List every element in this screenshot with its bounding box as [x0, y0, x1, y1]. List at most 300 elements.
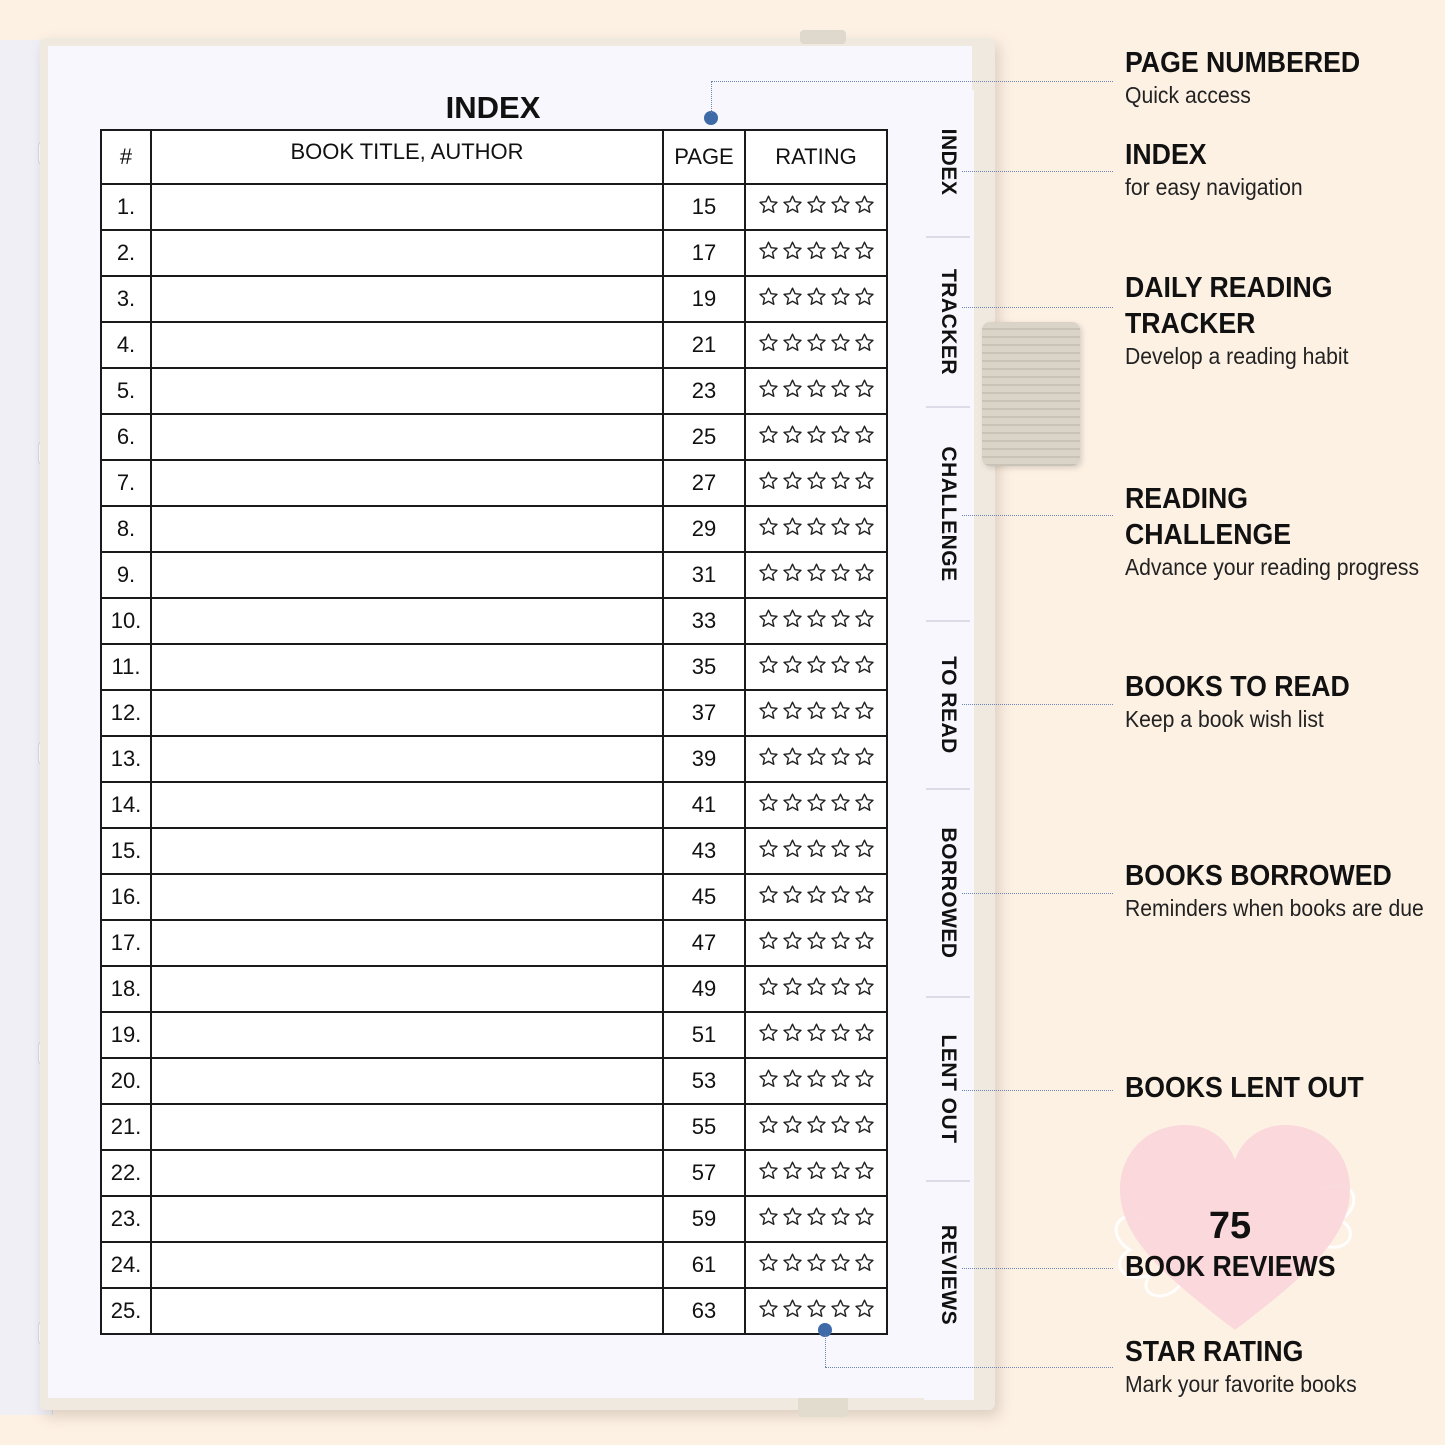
feature-title: STAR RATING: [1125, 1336, 1304, 1368]
star-outline-icon[interactable]: [830, 1114, 851, 1141]
star-outline-icon[interactable]: [854, 930, 875, 957]
table-row: [101, 782, 887, 828]
feature-tracker: [1125, 270, 1445, 370]
tab-label: BORROWED: [937, 827, 960, 959]
star-outline-icon[interactable]: [854, 608, 875, 635]
table-row: [101, 644, 887, 690]
star-outline-icon[interactable]: [830, 332, 851, 359]
feature-subtitle: Keep a book wish list: [1125, 706, 1324, 732]
page-number: 41: [663, 782, 745, 828]
star-outline-icon[interactable]: [758, 1298, 779, 1325]
star-outline-icon[interactable]: [854, 378, 875, 405]
star-outline-icon[interactable]: [854, 976, 875, 1003]
star-rating: [758, 930, 875, 957]
star-rating: [758, 240, 875, 267]
page-number: 43: [663, 828, 745, 874]
row-number: 2.: [101, 230, 151, 276]
star-outline-icon[interactable]: [782, 332, 803, 359]
rating-cell: [745, 184, 887, 230]
feature-to-read: [1125, 669, 1445, 733]
feature-subtitle: Quick access: [1125, 82, 1251, 108]
book-title-cell[interactable]: [151, 184, 663, 230]
star-outline-icon[interactable]: [806, 194, 827, 221]
star-outline-icon[interactable]: [854, 1022, 875, 1049]
index-table-body: [101, 184, 887, 1334]
star-rating: [758, 332, 875, 359]
star-outline-icon[interactable]: [830, 470, 851, 497]
star-outline-icon[interactable]: [782, 1114, 803, 1141]
page-number: 63: [663, 1288, 745, 1334]
star-outline-icon[interactable]: [758, 240, 779, 267]
tab-label: LENT OUT: [937, 1034, 960, 1144]
star-outline-icon[interactable]: [758, 1252, 779, 1279]
star-outline-icon[interactable]: [830, 240, 851, 267]
row-number: 22.: [101, 1150, 151, 1196]
star-outline-icon[interactable]: [806, 700, 827, 727]
callout-line: [825, 1335, 826, 1367]
star-outline-icon[interactable]: [758, 1022, 779, 1049]
star-outline-icon[interactable]: [782, 1298, 803, 1325]
table-row: [101, 1104, 887, 1150]
star-rating: [758, 1160, 875, 1187]
star-outline-icon[interactable]: [830, 746, 851, 773]
feature-title: BOOKS TO READ: [1125, 671, 1350, 703]
star-outline-icon[interactable]: [758, 286, 779, 313]
star-rating: [758, 424, 875, 451]
rating-cell: [745, 368, 887, 414]
page-number: 51: [663, 1012, 745, 1058]
rating-cell: [745, 1058, 887, 1104]
book-title-cell[interactable]: [151, 230, 663, 276]
star-outline-icon[interactable]: [830, 884, 851, 911]
tab-label: TO READ: [937, 656, 960, 754]
page-number: 27: [663, 460, 745, 506]
rating-cell: [745, 920, 887, 966]
star-rating: [758, 1298, 875, 1325]
book-title-cell[interactable]: [151, 1196, 663, 1242]
star-outline-icon[interactable]: [782, 378, 803, 405]
row-number: 6.: [101, 414, 151, 460]
star-outline-icon[interactable]: [830, 838, 851, 865]
star-outline-icon[interactable]: [758, 470, 779, 497]
star-outline-icon[interactable]: [782, 976, 803, 1003]
book-title-cell[interactable]: [151, 782, 663, 828]
rating-cell: [745, 874, 887, 920]
star-outline-icon[interactable]: [830, 700, 851, 727]
feature-subtitle: for easy navigation: [1125, 174, 1303, 200]
rating-cell: [745, 230, 887, 276]
tab-index[interactable]: [926, 90, 970, 234]
star-outline-icon[interactable]: [782, 608, 803, 635]
star-outline-icon[interactable]: [782, 746, 803, 773]
callout-line: [825, 1367, 1113, 1368]
star-outline-icon[interactable]: [830, 562, 851, 589]
row-number: 19.: [101, 1012, 151, 1058]
star-outline-icon[interactable]: [806, 792, 827, 819]
page-number: 39: [663, 736, 745, 782]
callout-line: [711, 81, 712, 113]
star-outline-icon[interactable]: [758, 792, 779, 819]
star-rating: [758, 470, 875, 497]
star-outline-icon[interactable]: [806, 746, 827, 773]
callout-line: [711, 81, 1113, 82]
star-outline-icon[interactable]: [830, 516, 851, 543]
star-outline-icon[interactable]: [758, 562, 779, 589]
tab-tracker[interactable]: [926, 236, 970, 406]
book-title-cell[interactable]: [151, 598, 663, 644]
row-number: 13.: [101, 736, 151, 782]
table-row: [101, 920, 887, 966]
column-header-title: BOOK TITLE, AUTHOR: [151, 130, 663, 184]
star-outline-icon[interactable]: [806, 1252, 827, 1279]
star-outline-icon[interactable]: [758, 332, 779, 359]
page-number: 23: [663, 368, 745, 414]
column-header-rating: RATING: [745, 130, 887, 184]
star-outline-icon[interactable]: [830, 424, 851, 451]
star-outline-icon[interactable]: [854, 1252, 875, 1279]
star-outline-icon[interactable]: [854, 516, 875, 543]
book-title-cell[interactable]: [151, 506, 663, 552]
star-outline-icon[interactable]: [830, 1206, 851, 1233]
star-outline-icon[interactable]: [806, 562, 827, 589]
star-rating: [758, 884, 875, 911]
table-row: [101, 414, 887, 460]
star-outline-icon[interactable]: [758, 930, 779, 957]
page-number: 35: [663, 644, 745, 690]
rating-cell: [745, 1150, 887, 1196]
star-outline-icon[interactable]: [782, 1068, 803, 1095]
book-title-cell[interactable]: [151, 276, 663, 322]
star-outline-icon[interactable]: [806, 1022, 827, 1049]
star-outline-icon[interactable]: [854, 240, 875, 267]
tab-reviews[interactable]: [926, 1180, 970, 1368]
rating-cell: [745, 598, 887, 644]
star-outline-icon[interactable]: [758, 1160, 779, 1187]
feature-challenge: [1125, 481, 1445, 581]
star-outline-icon[interactable]: [830, 286, 851, 313]
star-outline-icon[interactable]: [854, 470, 875, 497]
star-outline-icon[interactable]: [854, 1298, 875, 1325]
feature-reviews: [1125, 1249, 1445, 1285]
star-outline-icon[interactable]: [806, 838, 827, 865]
book-title-cell[interactable]: [151, 690, 663, 736]
table-row: [101, 828, 887, 874]
star-outline-icon[interactable]: [854, 700, 875, 727]
tab-label: TRACKER: [937, 268, 960, 376]
row-number: 24.: [101, 1242, 151, 1288]
star-outline-icon[interactable]: [830, 792, 851, 819]
table-row: [101, 966, 887, 1012]
star-outline-icon[interactable]: [758, 884, 779, 911]
page-number: 25: [663, 414, 745, 460]
column-header-page: PAGE: [663, 130, 745, 184]
table-row: [101, 1150, 887, 1196]
book-title-cell[interactable]: [151, 368, 663, 414]
star-outline-icon[interactable]: [806, 1114, 827, 1141]
page-number: 53: [663, 1058, 745, 1104]
book-title-cell[interactable]: [151, 552, 663, 598]
star-outline-icon[interactable]: [830, 1160, 851, 1187]
star-outline-icon[interactable]: [854, 1160, 875, 1187]
row-number: 9.: [101, 552, 151, 598]
row-number: 8.: [101, 506, 151, 552]
table-row: [101, 598, 887, 644]
rating-cell: [745, 1242, 887, 1288]
star-outline-icon[interactable]: [782, 1022, 803, 1049]
star-rating: [758, 838, 875, 865]
star-outline-icon[interactable]: [806, 424, 827, 451]
star-outline-icon[interactable]: [830, 930, 851, 957]
star-outline-icon[interactable]: [782, 286, 803, 313]
star-outline-icon[interactable]: [782, 516, 803, 543]
feature-page-numbered: [1125, 45, 1445, 109]
star-outline-icon[interactable]: [782, 424, 803, 451]
page-number: 19: [663, 276, 745, 322]
star-rating: [758, 1206, 875, 1233]
book-title-cell[interactable]: [151, 1012, 663, 1058]
feature-subtitle: Develop a reading habit: [1125, 343, 1349, 369]
rating-cell: [745, 506, 887, 552]
star-outline-icon[interactable]: [854, 194, 875, 221]
star-rating: [758, 562, 875, 589]
star-outline-icon[interactable]: [782, 654, 803, 681]
callout-line: [962, 704, 1113, 705]
tab-label: REVIEWS: [937, 1224, 960, 1326]
star-outline-icon[interactable]: [782, 884, 803, 911]
table-row: [101, 874, 887, 920]
star-outline-icon[interactable]: [830, 378, 851, 405]
column-header-number: #: [101, 130, 151, 184]
feature-subtitle: Advance your reading progress: [1125, 554, 1420, 580]
star-outline-icon[interactable]: [830, 976, 851, 1003]
feature-title: BOOKS BORROWED: [1125, 860, 1392, 892]
feature-title: PAGE NUMBERED: [1125, 47, 1361, 79]
table-row: [101, 736, 887, 782]
row-number: 3.: [101, 276, 151, 322]
table-row: [101, 460, 887, 506]
tab-challenge[interactable]: [926, 406, 970, 620]
star-outline-icon[interactable]: [782, 792, 803, 819]
star-outline-icon[interactable]: [782, 470, 803, 497]
star-outline-icon[interactable]: [758, 516, 779, 543]
star-outline-icon[interactable]: [782, 1160, 803, 1187]
star-outline-icon[interactable]: [806, 1206, 827, 1233]
book-title-cell[interactable]: [151, 1242, 663, 1288]
row-number: 4.: [101, 322, 151, 368]
star-rating: [758, 746, 875, 773]
star-outline-icon[interactable]: [806, 240, 827, 267]
star-outline-icon[interactable]: [854, 562, 875, 589]
rating-cell: [745, 966, 887, 1012]
star-outline-icon[interactable]: [830, 608, 851, 635]
feature-borrowed: [1125, 858, 1445, 922]
row-number: 11.: [101, 644, 151, 690]
row-number: 17.: [101, 920, 151, 966]
row-number: 7.: [101, 460, 151, 506]
table-row: [101, 1012, 887, 1058]
feature-subtitle: Reminders when books are due: [1125, 895, 1424, 921]
feature-lent-out: [1125, 1070, 1445, 1106]
table-row: [101, 690, 887, 736]
star-outline-icon[interactable]: [782, 700, 803, 727]
rating-cell: [745, 276, 887, 322]
tab-lent-out[interactable]: [926, 996, 970, 1180]
rating-cell: [745, 414, 887, 460]
star-outline-icon[interactable]: [758, 700, 779, 727]
rating-cell: [745, 1196, 887, 1242]
star-outline-icon[interactable]: [758, 838, 779, 865]
rating-cell: [745, 782, 887, 828]
star-outline-icon[interactable]: [830, 1068, 851, 1095]
star-outline-icon[interactable]: [854, 1068, 875, 1095]
book-title-cell[interactable]: [151, 322, 663, 368]
book-title-cell[interactable]: [151, 874, 663, 920]
book-title-cell[interactable]: [151, 460, 663, 506]
star-outline-icon[interactable]: [782, 1206, 803, 1233]
table-row: [101, 230, 887, 276]
star-outline-icon[interactable]: [806, 1298, 827, 1325]
star-outline-icon[interactable]: [806, 976, 827, 1003]
star-outline-icon[interactable]: [806, 884, 827, 911]
elastic-strap: [800, 30, 846, 44]
star-outline-icon[interactable]: [806, 1160, 827, 1187]
star-outline-icon[interactable]: [782, 838, 803, 865]
row-number: 12.: [101, 690, 151, 736]
rating-cell: [745, 1288, 887, 1334]
star-outline-icon[interactable]: [806, 1068, 827, 1095]
star-outline-icon[interactable]: [806, 378, 827, 405]
page-number: 45: [663, 874, 745, 920]
star-outline-icon[interactable]: [758, 194, 779, 221]
star-outline-icon[interactable]: [758, 746, 779, 773]
book-title-cell[interactable]: [151, 644, 663, 690]
star-outline-icon[interactable]: [854, 1114, 875, 1141]
rating-cell: [745, 828, 887, 874]
star-outline-icon[interactable]: [854, 286, 875, 313]
feature-subtitle: Mark your favorite books: [1125, 1371, 1357, 1397]
row-number: 21.: [101, 1104, 151, 1150]
star-outline-icon[interactable]: [830, 654, 851, 681]
table-row: [101, 1058, 887, 1104]
feature-title: INDEX: [1125, 139, 1207, 171]
star-rating: [758, 608, 875, 635]
rating-cell: [745, 1012, 887, 1058]
star-outline-icon[interactable]: [854, 838, 875, 865]
table-row: [101, 1288, 887, 1334]
feature-title: BOOKS LENT OUT: [1125, 1072, 1364, 1104]
star-outline-icon[interactable]: [830, 1298, 851, 1325]
star-outline-icon[interactable]: [854, 424, 875, 451]
row-number: 20.: [101, 1058, 151, 1104]
star-outline-icon[interactable]: [806, 930, 827, 957]
star-rating: [758, 1252, 875, 1279]
page-number: 49: [663, 966, 745, 1012]
star-outline-icon[interactable]: [854, 654, 875, 681]
tab-label: CHALLENGE: [937, 446, 960, 582]
star-outline-icon[interactable]: [806, 286, 827, 313]
callout-line: [962, 171, 1113, 172]
star-outline-icon[interactable]: [758, 976, 779, 1003]
star-outline-icon[interactable]: [854, 1206, 875, 1233]
star-outline-icon[interactable]: [806, 654, 827, 681]
star-outline-icon[interactable]: [806, 516, 827, 543]
callout-line: [962, 1268, 1113, 1269]
book-title-cell[interactable]: [151, 1058, 663, 1104]
book-title-cell[interactable]: [151, 828, 663, 874]
book-title-cell[interactable]: [151, 736, 663, 782]
star-rating: [758, 654, 875, 681]
feature-index: [1125, 137, 1445, 201]
star-outline-icon[interactable]: [758, 378, 779, 405]
feature-title: BOOK REVIEWS: [1125, 1251, 1336, 1283]
callout-line: [962, 893, 1113, 894]
feature-title: READING CHALLENGE: [1125, 483, 1292, 551]
star-rating: [758, 378, 875, 405]
star-outline-icon[interactable]: [854, 884, 875, 911]
table-header-row: [101, 130, 887, 184]
page-number: 47: [663, 920, 745, 966]
star-outline-icon[interactable]: [758, 424, 779, 451]
star-outline-icon[interactable]: [782, 562, 803, 589]
table-row: [101, 322, 887, 368]
book-title-cell[interactable]: [151, 966, 663, 1012]
star-outline-icon[interactable]: [758, 1114, 779, 1141]
star-outline-icon[interactable]: [758, 1068, 779, 1095]
page-number: 61: [663, 1242, 745, 1288]
page-number: 15: [663, 184, 745, 230]
star-outline-icon[interactable]: [854, 792, 875, 819]
page-number: 17: [663, 230, 745, 276]
star-outline-icon[interactable]: [830, 1022, 851, 1049]
page-number: 55: [663, 1104, 745, 1150]
row-number: 1.: [101, 184, 151, 230]
star-outline-icon[interactable]: [806, 608, 827, 635]
book-title-cell[interactable]: [151, 1104, 663, 1150]
star-outline-icon[interactable]: [758, 608, 779, 635]
tab-borrowed[interactable]: [926, 788, 970, 996]
star-outline-icon[interactable]: [854, 746, 875, 773]
page-number: 21: [663, 322, 745, 368]
star-outline-icon[interactable]: [806, 470, 827, 497]
page-number: 33: [663, 598, 745, 644]
star-rating: [758, 194, 875, 221]
star-outline-icon[interactable]: [854, 332, 875, 359]
reviews-count: 75: [1208, 1205, 1252, 1247]
star-outline-icon[interactable]: [782, 1252, 803, 1279]
tab-label: INDEX: [937, 128, 960, 196]
callout-line: [962, 307, 1113, 308]
row-number: 16.: [101, 874, 151, 920]
star-outline-icon[interactable]: [758, 654, 779, 681]
feature-title: DAILY READING: [1125, 272, 1333, 304]
star-outline-icon[interactable]: [758, 1206, 779, 1233]
star-outline-icon[interactable]: [782, 930, 803, 957]
rating-cell: [745, 552, 887, 598]
star-outline-icon[interactable]: [806, 332, 827, 359]
book-title-cell[interactable]: [151, 414, 663, 460]
book-title-cell[interactable]: [151, 1288, 663, 1334]
row-number: 15.: [101, 828, 151, 874]
star-outline-icon[interactable]: [830, 194, 851, 221]
book-title-cell[interactable]: [151, 920, 663, 966]
star-outline-icon[interactable]: [782, 194, 803, 221]
book-title-cell[interactable]: [151, 1150, 663, 1196]
page-title: INDEX: [445, 90, 541, 125]
star-outline-icon[interactable]: [782, 240, 803, 267]
callout-line: [962, 1090, 1113, 1091]
row-number: 25.: [101, 1288, 151, 1334]
star-outline-icon[interactable]: [830, 1252, 851, 1279]
